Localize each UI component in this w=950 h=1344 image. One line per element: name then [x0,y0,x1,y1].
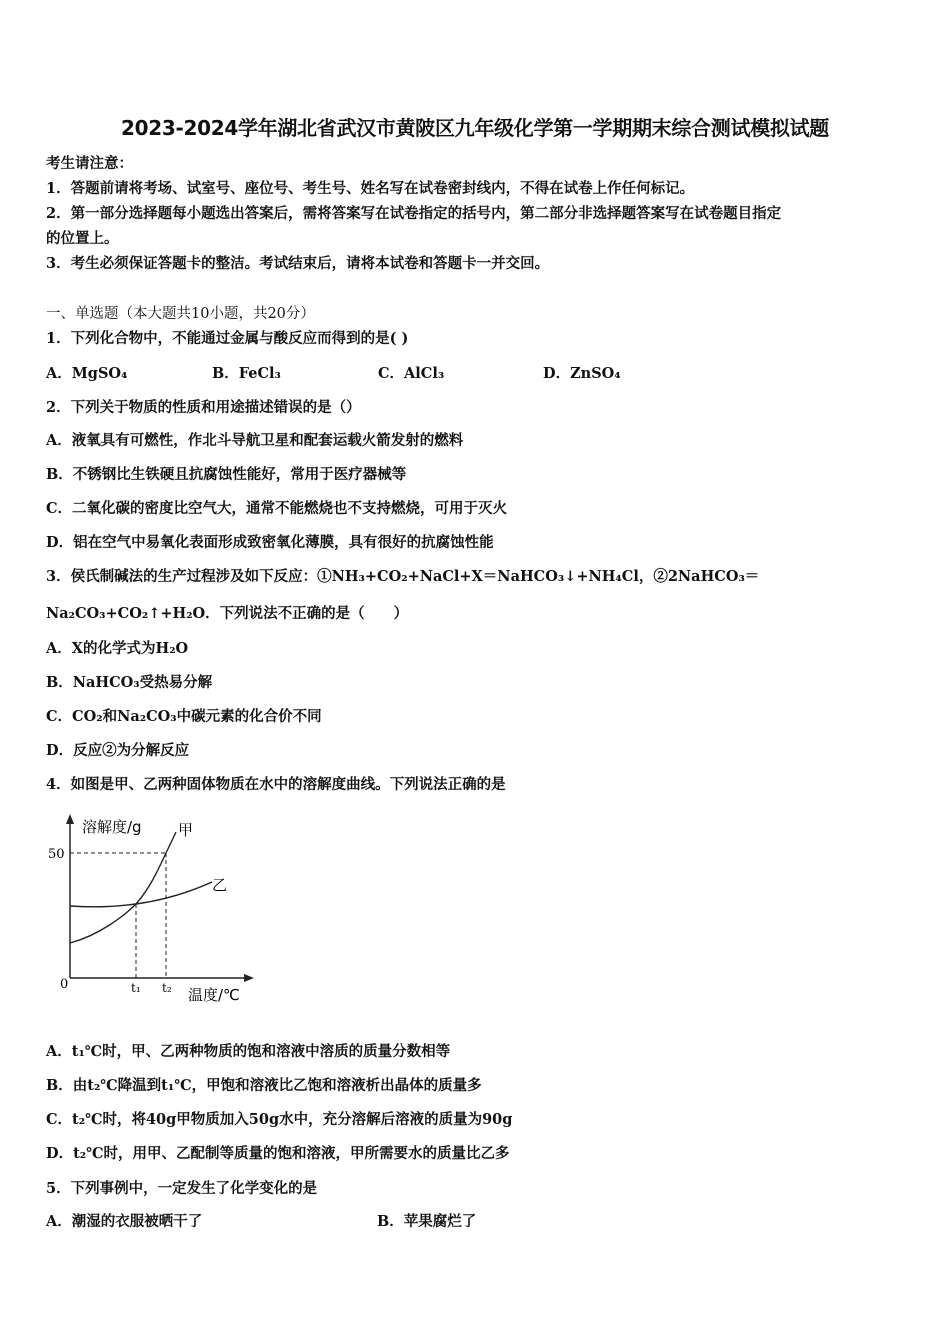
y-axis-arrow-icon [66,814,74,824]
q2-option-a[interactable]: A．液氧具有可燃性，作北斗导航卫星和配套运载火箭发射的燃料 [46,432,464,449]
x-axis-label: 温度/℃ [188,986,240,1004]
q4-option-c[interactable]: C．t₂℃时，将40g甲物质加入50g水中，充分溶解后溶液的质量为90g [46,1111,513,1128]
section-heading: 一、单选题（本大题共10小题，共20分） [46,306,315,322]
t2-label: t₂ [162,981,172,995]
q1-stem: 1．下列化合物中，不能通过金属与酸反应而得到的是( ) [46,330,409,347]
q4-stem: 4．如图是甲、乙两种固体物质在水中的溶解度曲线。下列说法正确的是 [46,776,506,793]
q3-option-a[interactable]: A．X的化学式为H₂O [46,640,189,657]
q4-option-b[interactable]: B．由t₂℃降温到t₁℃，甲饱和溶液比乙饱和溶液析出晶体的质量多 [46,1077,482,1094]
q4-option-a[interactable]: A．t₁℃时，甲、乙两种物质的饱和溶液中溶质的质量分数相等 [46,1043,451,1060]
solubility-graph [40,810,260,1010]
q5-option-b[interactable]: B．苹果腐烂了 [377,1213,477,1230]
curve-a [70,832,176,943]
y-tick-50: 50 [48,847,65,862]
notice-item: 的位置上。 [46,230,119,247]
q5-option-a[interactable]: A．潮湿的衣服被晒干了 [46,1213,203,1230]
x-axis-arrow-icon [244,974,254,982]
q4-option-d[interactable]: D．t₂℃时，用甲、乙配制等质量的饱和溶液，甲所需要水的质量比乙多 [46,1145,510,1162]
q3-option-c[interactable]: C．CO₂和Na₂CO₃中碳元素的化合价不同 [46,708,322,725]
curve-b-label: 乙 [212,876,228,894]
q2-option-b[interactable]: B．不锈钢比生铁硬且抗腐蚀性能好，常用于医疗器械等 [46,466,407,483]
q2-option-c[interactable]: C．二氧化碳的密度比空气大，通常不能燃烧也不支持燃烧，可用于灭火 [46,500,508,517]
notice-heading: 考生请注意： [46,155,133,172]
page-title: 2023-2024学年湖北省武汉市黄陂区九年级化学第一学期期末综合测试模拟试题 [121,116,829,140]
q3-option-d[interactable]: D．反应②为分解反应 [46,742,190,759]
origin-label: 0 [60,977,69,992]
t1-label: t₁ [131,981,141,995]
curve-b [70,882,212,907]
q3-stem-line2: Na₂CO₃+CO₂↑+H₂O．下列说法不正确的是（ ） [46,605,409,622]
q2-stem: 2．下列关于物质的性质和用途描述错误的是（） [46,399,361,416]
q1-option-d[interactable]: D．ZnSO₄ [543,365,621,382]
notice-item: 2．第一部分选择题每小题选出答案后，需将答案写在试卷指定的括号内，第二部分非选择题答案写在试卷题目指定 [46,205,782,222]
curve-a-label: 甲 [178,821,194,839]
q1-option-b[interactable]: B．FeCl₃ [212,365,281,382]
q1-option-c[interactable]: C．AlCl₃ [378,365,445,382]
q3-option-b[interactable]: B．NaHCO₃受热易分解 [46,674,213,691]
notice-item: 3．考生必须保证答题卡的整洁。考试结束后，请将本试卷和答题卡一并交回。 [46,255,550,272]
q5-stem: 5．下列事例中，一定发生了化学变化的是 [46,1180,318,1197]
q2-option-d[interactable]: D．铝在空气中易氧化表面形成致密氧化薄膜，具有很好的抗腐蚀性能 [46,534,494,551]
q1-option-a[interactable]: A．MgSO₄ [46,365,128,382]
q3-stem-line1: 3．侯氏制碱法的生产过程涉及如下反应：①NH₃+CO₂+NaCl+X＝NaHCO₃↓+NH₄Cl，②2NaHCO₃＝ [46,568,760,585]
notice-item: 1．答题前请将考场、试室号、座位号、考生号、姓名写在试卷密封线内，不得在试卷上作任何标记。 [46,180,695,197]
y-axis-label: 溶解度/g [82,818,142,836]
